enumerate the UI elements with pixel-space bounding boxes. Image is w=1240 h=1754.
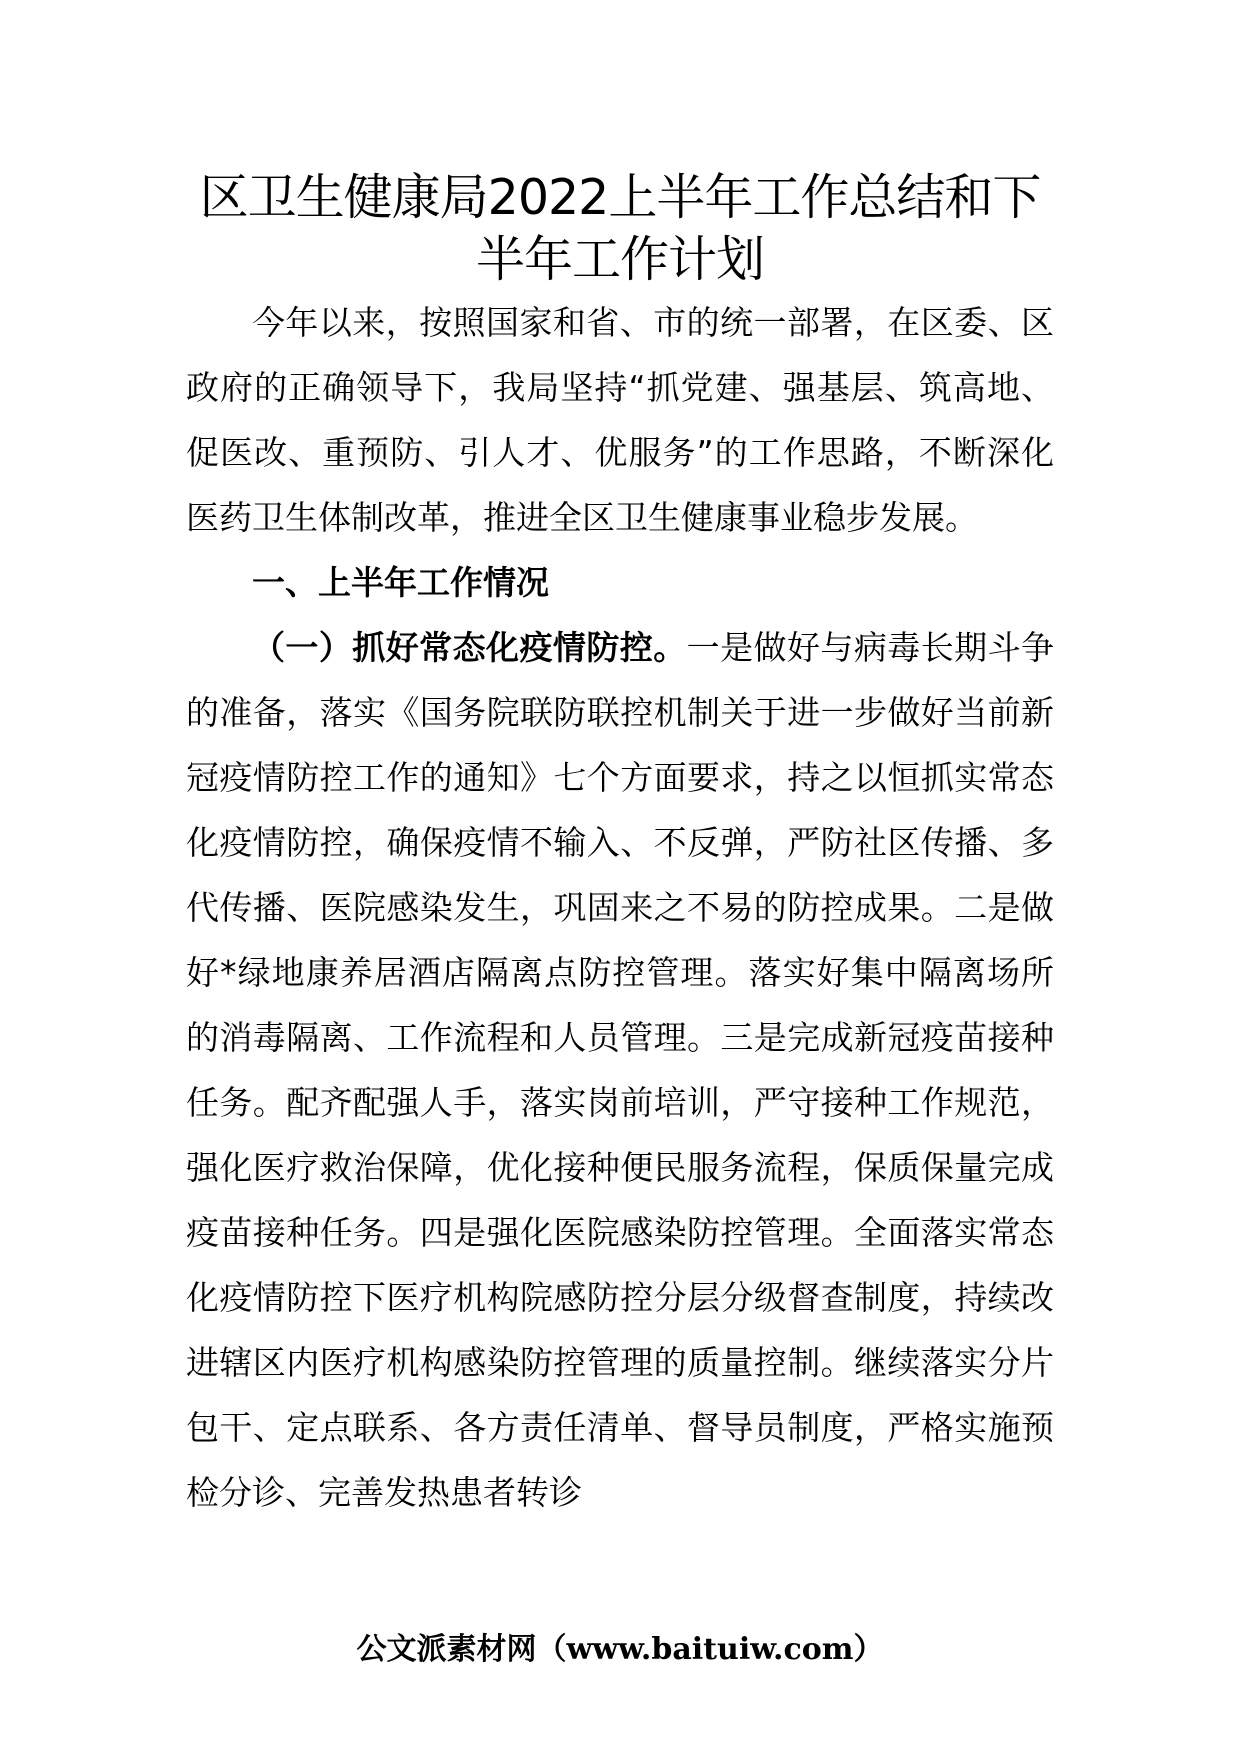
- subsection-text: 一是做好与病毒长期斗争的准备，落实《国务院联防联控机制关于进一步做好当前新冠疫情防控工作的通知》七个方面要求，持之以恒抓实常态化疫情防控，确保疫情不输入、不反弹，严防社区传播、多代传播、医院感染发生，巩固来之不易的防控成果。二是做好*绿地康养居酒店隔离点防控管理。落实好集中隔离场所的消毒隔离、工作流程和人员管理。三是完成新冠疫苗接种任务。配齐配强人手，落实岗前培训，严守接种工作规范，强化医疗救治保障，优化接种便民服务流程，保质保量完成疫苗接种任务。四是强化医院感染防控管理。全面落实常态化疫情防控下医疗机构院感防控分层分级督查制度，持续改进辖区内医疗机构感染防控管理的质量控制。继续落实分片包干、定点联系、各方责任清单、督导员制度，严格实施预检分诊、完善发热患者转诊: [186, 628, 1055, 1512]
- document-body: [186, 290, 1054, 1525]
- document-title-line-1: 区卫生健康局2022上半年工作总结和下: [199, 169, 1041, 226]
- document-title-line-2: 半年工作计划: [475, 231, 764, 288]
- intro-paragraph: 今年以来，按照国家和省、市的统一部署，在区委、区政府的正确领导下，我局坚持“抓党建、强基层、筑高地、促医改、重预防、引人才、优服务”的工作思路，不断深化医药卫生体制改革，推进全区卫生健康事业稳步发展。: [186, 303, 1054, 537]
- subsection-paragraph: [186, 615, 1054, 1525]
- footer-watermark: 公文派素材网（www.baituiw.com）: [356, 1632, 884, 1667]
- subsection-heading: （一）抓好常态化疫情防控。: [252, 628, 687, 667]
- section-heading: 一、上半年工作情况: [252, 563, 549, 602]
